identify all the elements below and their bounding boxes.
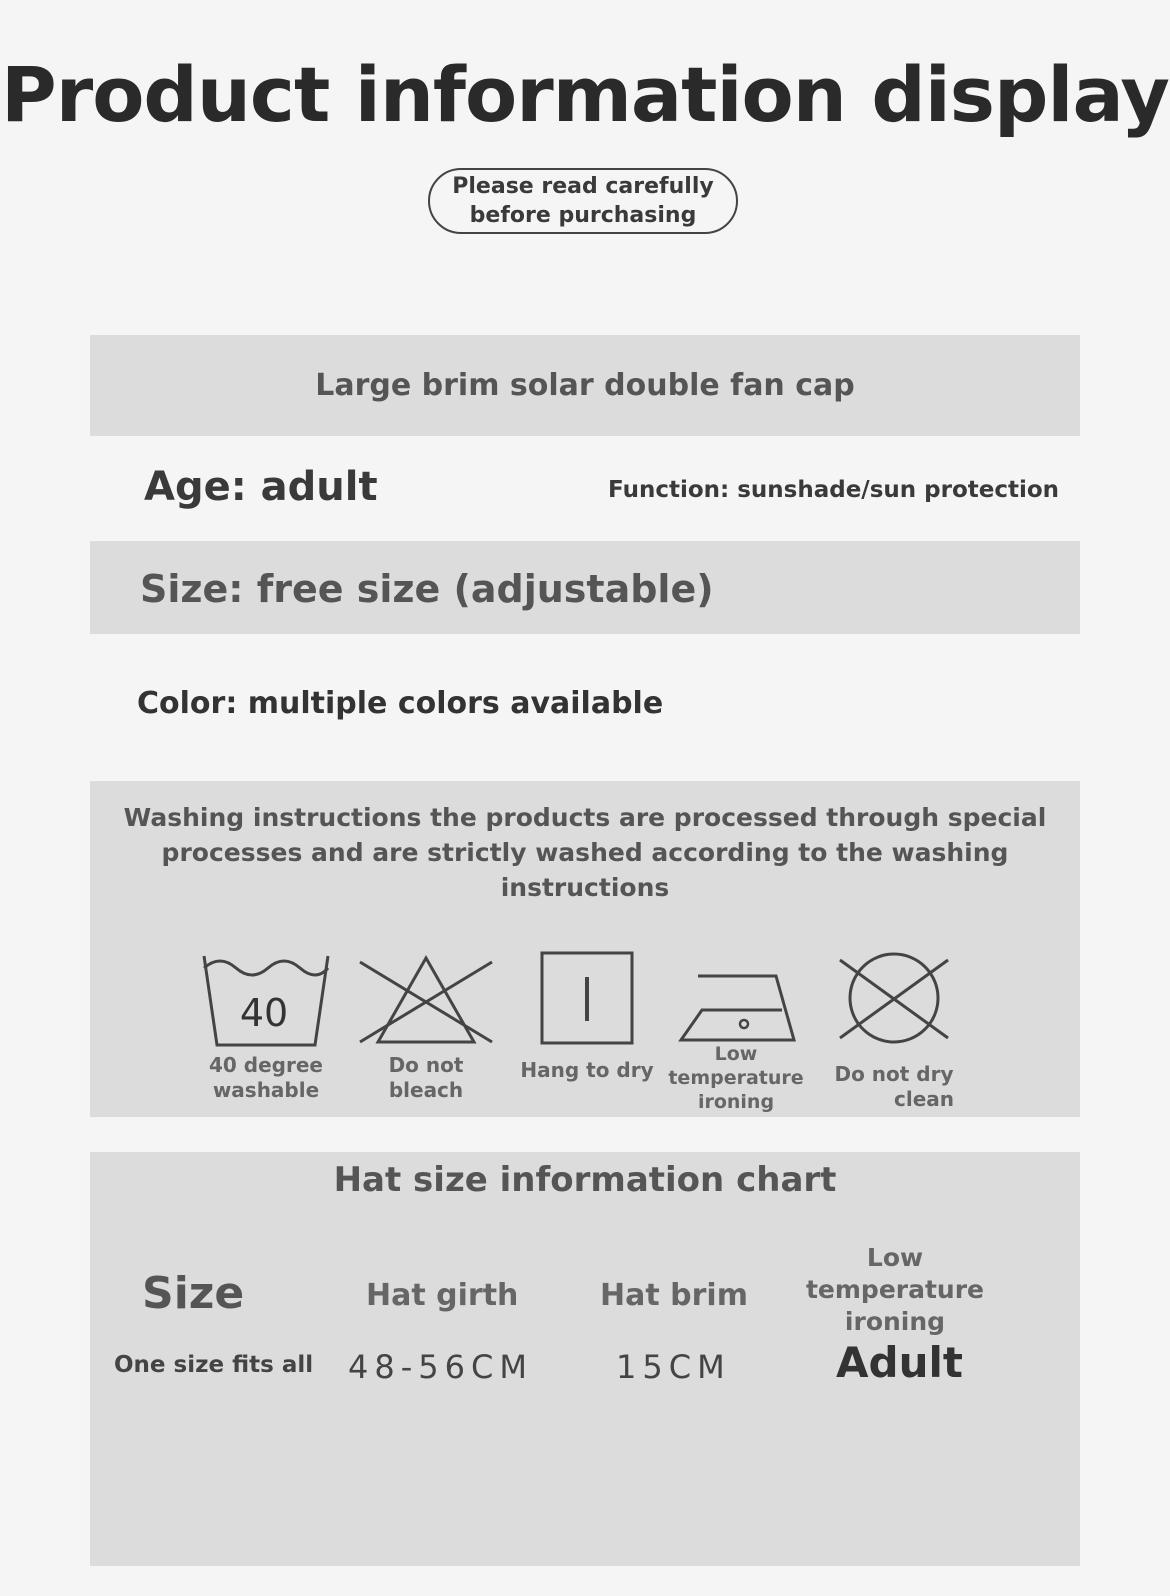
- washing-intro: [90, 800, 1080, 905]
- wash-40-icon: [200, 950, 334, 1050]
- washing-intro-line-1: Washing instructions the products are processed through special: [123, 803, 1047, 832]
- row-brim-value: 15CM: [616, 1348, 731, 1386]
- low-temp-iron-label-3: ironing: [697, 1091, 775, 1113]
- wash-40-label-2: washable: [212, 1078, 320, 1102]
- header-hat-girth: Hat girth: [366, 1278, 519, 1313]
- function-info: Function: sunshade/sun protection: [608, 477, 1060, 503]
- no-dry-clean-label-2: clean: [893, 1087, 954, 1111]
- no-bleach-label-2: bleach: [388, 1078, 464, 1102]
- product-name: Large brim solar double fan cap: [315, 368, 855, 403]
- notice-line-2: before purchasing: [469, 203, 697, 228]
- low-temp-iron-label-1: Low: [714, 1043, 758, 1065]
- row-girth-value: 48-56CM: [348, 1348, 533, 1386]
- washing-intro-line-2: processes and are strictly washed according to the washing instructions: [161, 838, 1009, 902]
- header-size: Size: [142, 1268, 245, 1319]
- no-dry-clean-label: [826, 1062, 962, 1112]
- low-temp-iron-label: [656, 1042, 816, 1114]
- no-bleach-label: [356, 1053, 496, 1103]
- header-hat-brim: Hat brim: [600, 1278, 748, 1313]
- header-col4: [780, 1242, 1010, 1338]
- no-dry-clean-icon: [836, 950, 952, 1046]
- color-info: Color: multiple colors available: [137, 686, 664, 721]
- low-temp-iron-label-2: temperature: [668, 1067, 804, 1089]
- wash-temperature-number: 40: [239, 991, 289, 1035]
- size-info: Size: free size (adjustable): [140, 567, 714, 611]
- notice-badge: [428, 168, 738, 234]
- header-col4-line-2: ironing: [844, 1307, 946, 1336]
- no-bleach-label-1: Do not: [388, 1053, 464, 1077]
- wash-40-label: [186, 1053, 346, 1103]
- hang-dry-label: Hang to dry: [520, 1058, 654, 1082]
- low-temp-iron-icon: [678, 970, 798, 1044]
- wash-40-label-1: 40 degree: [209, 1053, 323, 1077]
- no-dry-clean-label-1: Do not dry: [834, 1062, 954, 1086]
- hang-dry-icon: [540, 951, 634, 1045]
- header-col4-line-1: Low temperature: [805, 1243, 985, 1304]
- size-chart-title: Hat size information chart: [333, 1160, 837, 1200]
- row-size-value: One size fits all: [114, 1352, 314, 1378]
- age-info: Age: adult: [144, 464, 378, 510]
- page-title: Product information display: [1, 50, 1169, 139]
- row-col4-value: Adult: [836, 1338, 963, 1387]
- no-bleach-icon: [356, 952, 496, 1048]
- notice-line-1: Please read carefully: [452, 174, 714, 199]
